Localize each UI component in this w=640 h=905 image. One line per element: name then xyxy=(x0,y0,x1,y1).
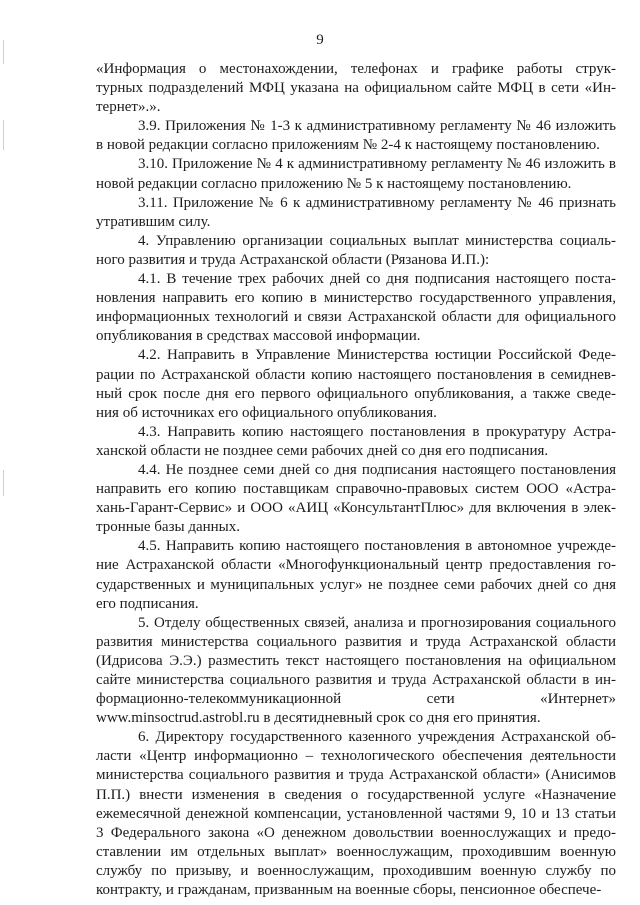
paragraph xyxy=(96,537,616,613)
text-line: 4.3. Направить копию настоящего постановления в прокуратуру Астра- xyxy=(138,423,616,440)
text-line: службу по призыву, и военнослужащим, проходившим военную службу по xyxy=(96,862,616,879)
text-line: ласти «Центр информационно – технологического обеспечения деятельности xyxy=(96,748,616,765)
text-line: хань-Гарант-Сервис» и ООО «АИЦ «КонсультантПлюс» для включения в элек- xyxy=(96,500,616,517)
text-line: «Информация о местонахождении, телефонах и графике работы струк- xyxy=(96,61,616,77)
paragraph xyxy=(96,60,616,117)
text-line: ханской области не позднее семи рабочих дней со дня его подписания. xyxy=(96,442,549,459)
paragraph xyxy=(96,155,616,193)
paragraph xyxy=(96,423,616,461)
text-line: контракту, и гражданам, призванным на военные сборы, пенсионное обеспече- xyxy=(96,882,602,899)
text-line: формационно-телекоммуникационной сети «Интернет» xyxy=(96,691,616,708)
paragraph xyxy=(96,270,616,346)
text-line: 4.4. Не позднее семи дней со дня подписания настоящего постановления xyxy=(138,461,616,478)
text-line: www.minsoctrud.astrobl.ru в десятидневный срок со дня его принятия. xyxy=(96,710,541,727)
text-line: сударственных и муниципальных услуг» не позднее семи рабочих дней со дня xyxy=(96,576,616,593)
text-line: ежемесячной денежной компенсации, установленной частями 9, 10 и 13 статьи xyxy=(96,805,616,822)
text-line: развития министерства социального развития и труда Астраханской области xyxy=(96,633,616,650)
paragraph xyxy=(96,614,616,729)
text-line: ного развития и труда Астраханской области (Рязанова И.П.): xyxy=(96,251,490,268)
text-line: турных подразделений МФЦ указана на официальном сайте МФЦ в сети «Ин- xyxy=(96,80,616,97)
text-line: направить его копию поставщикам справочно-правовых систем ООО «Астра- xyxy=(96,481,616,498)
text-line: 3 Федерального закона «О денежном довольствии военнослужащих и предо- xyxy=(96,824,616,841)
text-line: 5. Отделу общественных связей, анализа и прогнозирования социального xyxy=(138,614,616,631)
text-line: ный срок после дня его первого официального опубликования, а также сведе- xyxy=(96,385,616,402)
text-line: утратившим силу. xyxy=(96,213,211,230)
text-line: 4. Управлению организации социальных выплат министерства социаль- xyxy=(138,232,616,249)
text-line: 6. Директору государственного казенного учреждения Астраханской об- xyxy=(138,729,616,746)
text-line: рации по Астраханской области копию настоящего постановления в семиднев- xyxy=(96,366,616,383)
text-line: 4.1. В течение трех рабочих дней со дня подписания настоящего поста- xyxy=(138,271,616,288)
page-number: 9 xyxy=(316,32,324,48)
text-line: 4.5. Направить копию настоящего постановления в автономное учрежде- xyxy=(138,538,616,555)
text-line: министерства социального развития и труда Астраханской области» (Анисимов xyxy=(96,767,616,784)
paragraph xyxy=(96,194,616,232)
text-line: опубликования в средствах массовой информации. xyxy=(96,328,421,345)
paragraph xyxy=(96,461,616,537)
paragraph xyxy=(96,232,616,270)
text-line: новления направить его копию в министерство государственного управления, xyxy=(96,290,616,307)
text-line: 3.9. Приложения № 1-3 к административному регламенту № 46 изложить xyxy=(138,118,616,135)
text-line: ставлении им отдельных выплат» военнослужащим, проходившим военную xyxy=(96,843,616,860)
scan-edge-mark xyxy=(3,120,4,150)
text-line: 3.11. Приложение № 6 к административному регламенту № 46 признать xyxy=(138,194,616,211)
text-line: тронные базы данных. xyxy=(96,519,240,536)
text-line: ния об источниках его официального опубликования. xyxy=(96,404,437,421)
text-line: сайте министерства социального развития и труда Астраханской области в ин- xyxy=(96,672,616,688)
text-line: в новой редакции согласно приложениям № 2-4 к настоящему постановлению. xyxy=(96,137,600,154)
text-line: новой редакции согласно приложению № 5 к настоящему постановлению. xyxy=(96,175,572,192)
paragraph xyxy=(96,728,616,900)
text-line: 3.10. Приложение № 4 к административному регламенту № 46 изложить в xyxy=(138,156,616,173)
text-line: его подписания. xyxy=(96,595,199,612)
document-body xyxy=(96,60,616,900)
scan-edge-mark xyxy=(3,470,4,496)
text-line: ние Астраханской области «Многофункциональный центр предоставления го- xyxy=(96,557,616,574)
text-line: информационных технологий и связи Астраханской области для официального xyxy=(96,309,616,326)
text-line: 4.2. Направить в Управление Министерства юстиции Российской Феде- xyxy=(138,347,616,364)
text-line: П.П.) внести изменения в сведения о государственной услуге «Назначение xyxy=(96,786,616,803)
text-line: (Идрисова Э.Э.) разместить текст настоящего постановления на официальном xyxy=(96,652,616,669)
paragraph xyxy=(96,117,616,155)
text-line: тернет».». xyxy=(96,99,161,116)
paragraph xyxy=(96,346,616,422)
